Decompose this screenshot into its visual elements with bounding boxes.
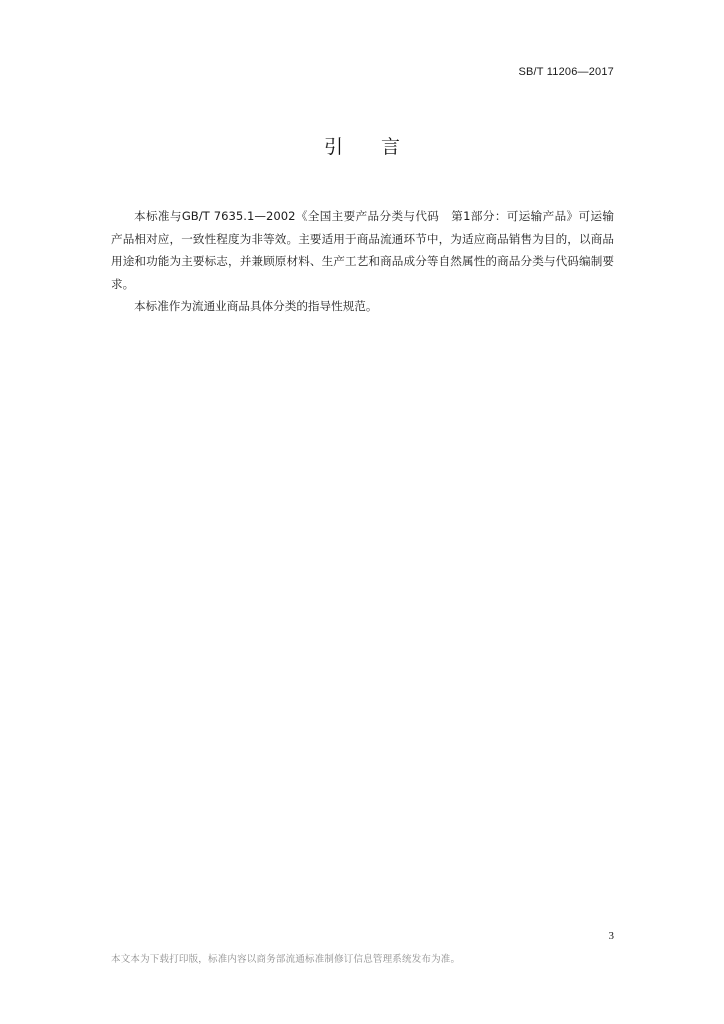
page-number: 3 bbox=[608, 930, 614, 942]
footer-note: 本文本为下载打印版，标准内容以商务部流通标准制修订信息管理系统发布为准。 bbox=[111, 954, 461, 965]
paragraph: 本标准与GB/T 7635.1—2002《全国主要产品分类与代码 第1部分：可运输产品》可运输产品相对应，一致性程度为非等效。主要适用于商品流通环节中，为适应商品销售为目的，以商品用途和功能为主要标志，并兼顾原材料、生产工艺和商品成分等自然属性的商品分类与代码编制要求。 bbox=[111, 209, 614, 291]
page-title: 引言 bbox=[323, 136, 438, 158]
body-text bbox=[111, 205, 614, 318]
paragraph: 本标准作为流通业商品具体分类的指导性规范。 bbox=[134, 299, 378, 313]
standard-number: SB/T 11206—2017 bbox=[518, 66, 614, 78]
